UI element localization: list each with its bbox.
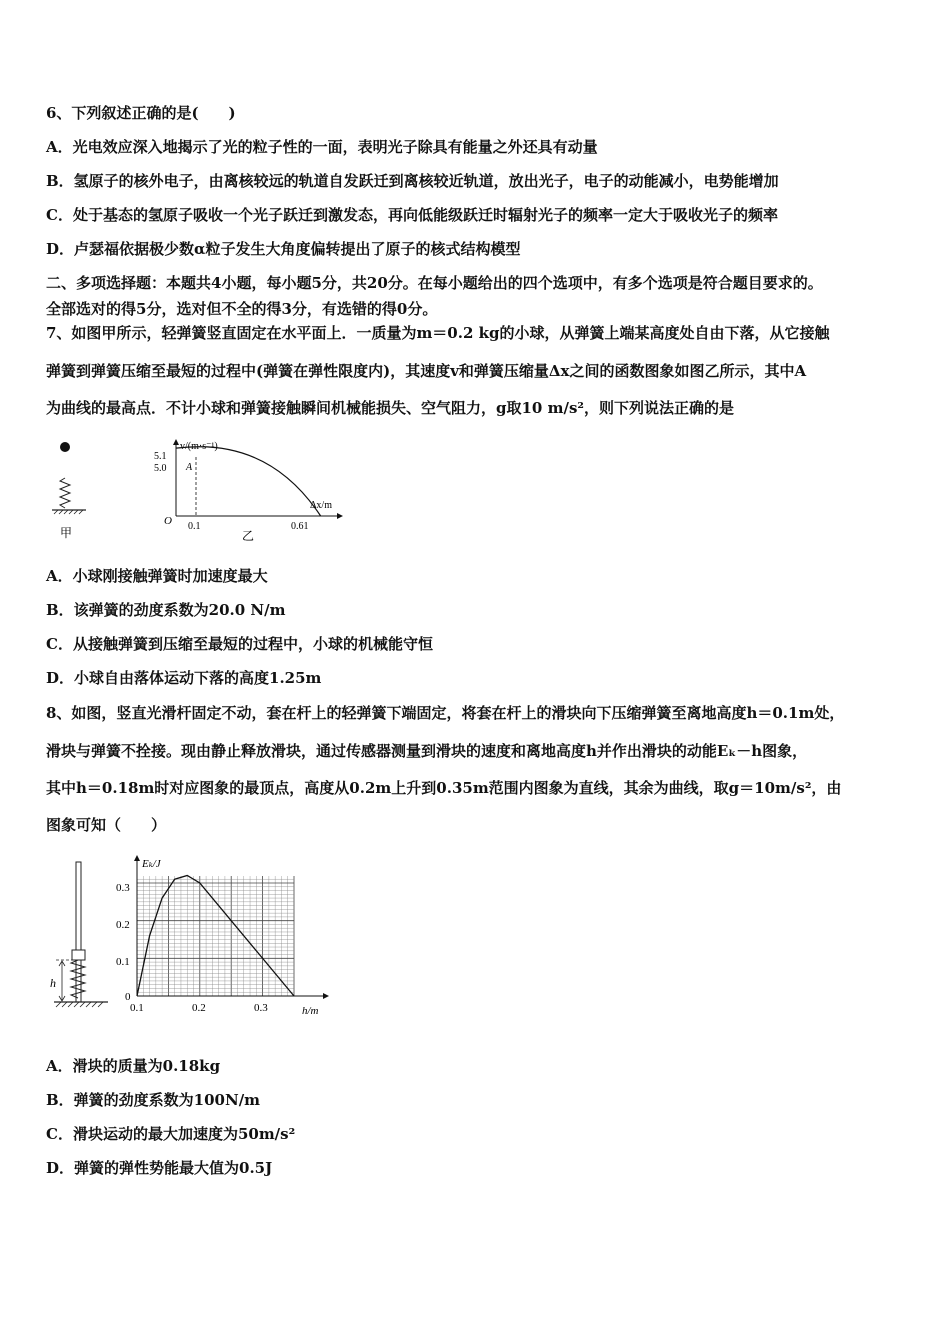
q7-stem-2: 弹簧到弹簧压缩至最短的过程中(弹簧在弹性限度内)，其速度v和弹簧压缩量Δx之间的函数图象如图乙所示，其中A <box>46 362 807 380</box>
x-axis-label: h/m <box>302 1005 319 1017</box>
q8-option-c: C．滑块运动的最大加速度为50m/s² <box>46 1125 296 1143</box>
q8-stem-2: 滑块与弹簧不拴接。现由静止释放滑块，通过传感器测量到滑块的速度和离地高度h并作出滑块的动能Eₖ－h图象， <box>46 742 808 760</box>
v-dx-curve <box>176 447 321 516</box>
y-tick-label-0-2: 0.2 <box>116 919 130 931</box>
label-yi: 乙 <box>242 529 255 543</box>
y-tick-label-0-1: 0.1 <box>116 956 130 968</box>
q6-option-c: C．处于基态的氢原子吸收一个光子跃迁到激发态，再向低能级跃迁时辐射光子的频率一定大于吸收光子的频率 <box>46 206 778 224</box>
q6-option-a: A．光电效应深入地揭示了光的粒子性的一面，表明光子除具有能量之外还具有动量 <box>46 138 598 156</box>
q8-stem-3: 其中h＝0.18m时对应图象的最顶点，高度从0.2m上升到0.35m范围内图象为直线，其余为曲线，取g＝10m/s²，由 <box>46 779 842 797</box>
q7-option-a: A．小球刚接触弹簧时加速度最大 <box>46 567 268 585</box>
x-tick-label-0-2: 0.2 <box>192 1002 206 1014</box>
q7-stem-3: 为曲线的最高点．不计小球和弹簧接触瞬间机械能损失、空气阻力，g取10 m/s²，则下列说法正确的是 <box>46 399 734 417</box>
q8-option-d: D．弹簧的弹性势能最大值为0.5J <box>46 1159 273 1177</box>
q6-stem: 6、下列叙述正确的是( ) <box>46 104 236 122</box>
q8-stem-1: 8、如图，竖直光滑杆固定不动，套在杆上的轻弹簧下端固定，将套在杆上的滑块向下压缩弹簧至离地高度h＝0.1m处， <box>46 704 845 722</box>
q8-option-b: B．弹簧的劲度系数为100N/m <box>46 1091 261 1109</box>
ground-hatch <box>54 510 83 514</box>
point-a-label: A <box>186 462 193 473</box>
slider-block <box>72 950 85 960</box>
q7-figure-jia <box>48 436 98 542</box>
q8-chart-ek-h <box>112 852 338 1024</box>
section2-instructions-2: 全部选对的得5分，选对但不全的得3分，有选错的得0分。 <box>46 300 438 318</box>
y-tick-label-5-1: 5.1 <box>154 451 167 462</box>
h-label: h <box>50 976 56 990</box>
q8-stem-4: 图象可知（ ） <box>46 816 167 834</box>
q7-stem-1: 7、如图甲所示，轻弹簧竖直固定在水平面上．一质量为m＝0.2 kg的小球，从弹簧上端某高度处自由下落，从它接触 <box>46 324 830 342</box>
x-tick-label-0-61: 0.61 <box>291 521 309 532</box>
grid <box>137 876 294 996</box>
origin-label: O <box>164 515 172 527</box>
x-tick-label-0-1: 0.1 <box>188 521 201 532</box>
q8-option-a: A．滑块的质量为0.18kg <box>46 1057 221 1075</box>
x-axis-label: Δx/m <box>310 500 332 511</box>
x-tick-label-0-1: 0.1 <box>130 1002 144 1014</box>
ball <box>60 442 70 452</box>
q7-option-d: D．小球自由落体运动下落的高度1.25m <box>46 669 322 687</box>
q8-figure-rod <box>46 857 122 1017</box>
label-jia: 甲 <box>60 526 73 540</box>
y-axis-label: v/(m·s⁻¹) <box>180 441 218 452</box>
q6-option-d: D．卢瑟福依据极少数α粒子发生大角度偏转提出了原子的核式结构模型 <box>46 240 521 258</box>
section2-instructions-1: 二、多项选择题：本题共4小题，每小题5分，共20分。在每小题给出的四个选项中，有多个选项是符合题目要求的。 <box>46 274 823 292</box>
origin-label: 0 <box>125 991 131 1003</box>
y-axis-label: Eₖ/J <box>142 858 161 870</box>
spring <box>60 478 70 508</box>
q6-option-b: B．氢原子的核外电子，由离核较远的轨道自发跃迁到离核较近轨道，放出光子，电子的动能减小，电势能增加 <box>46 172 779 190</box>
q7-chart-v-dx <box>150 436 350 546</box>
y-tick-label-0-3: 0.3 <box>116 882 130 894</box>
x-tick-label-0-3: 0.3 <box>254 1002 268 1014</box>
q7-option-b: B．该弹簧的劲度系数为20.0 N/m <box>46 601 286 619</box>
y-tick-label-5-0: 5.0 <box>154 463 167 474</box>
q7-option-c: C．从接触弹簧到压缩至最短的过程中，小球的机械能守恒 <box>46 635 433 653</box>
ground-hatch <box>56 1002 103 1007</box>
